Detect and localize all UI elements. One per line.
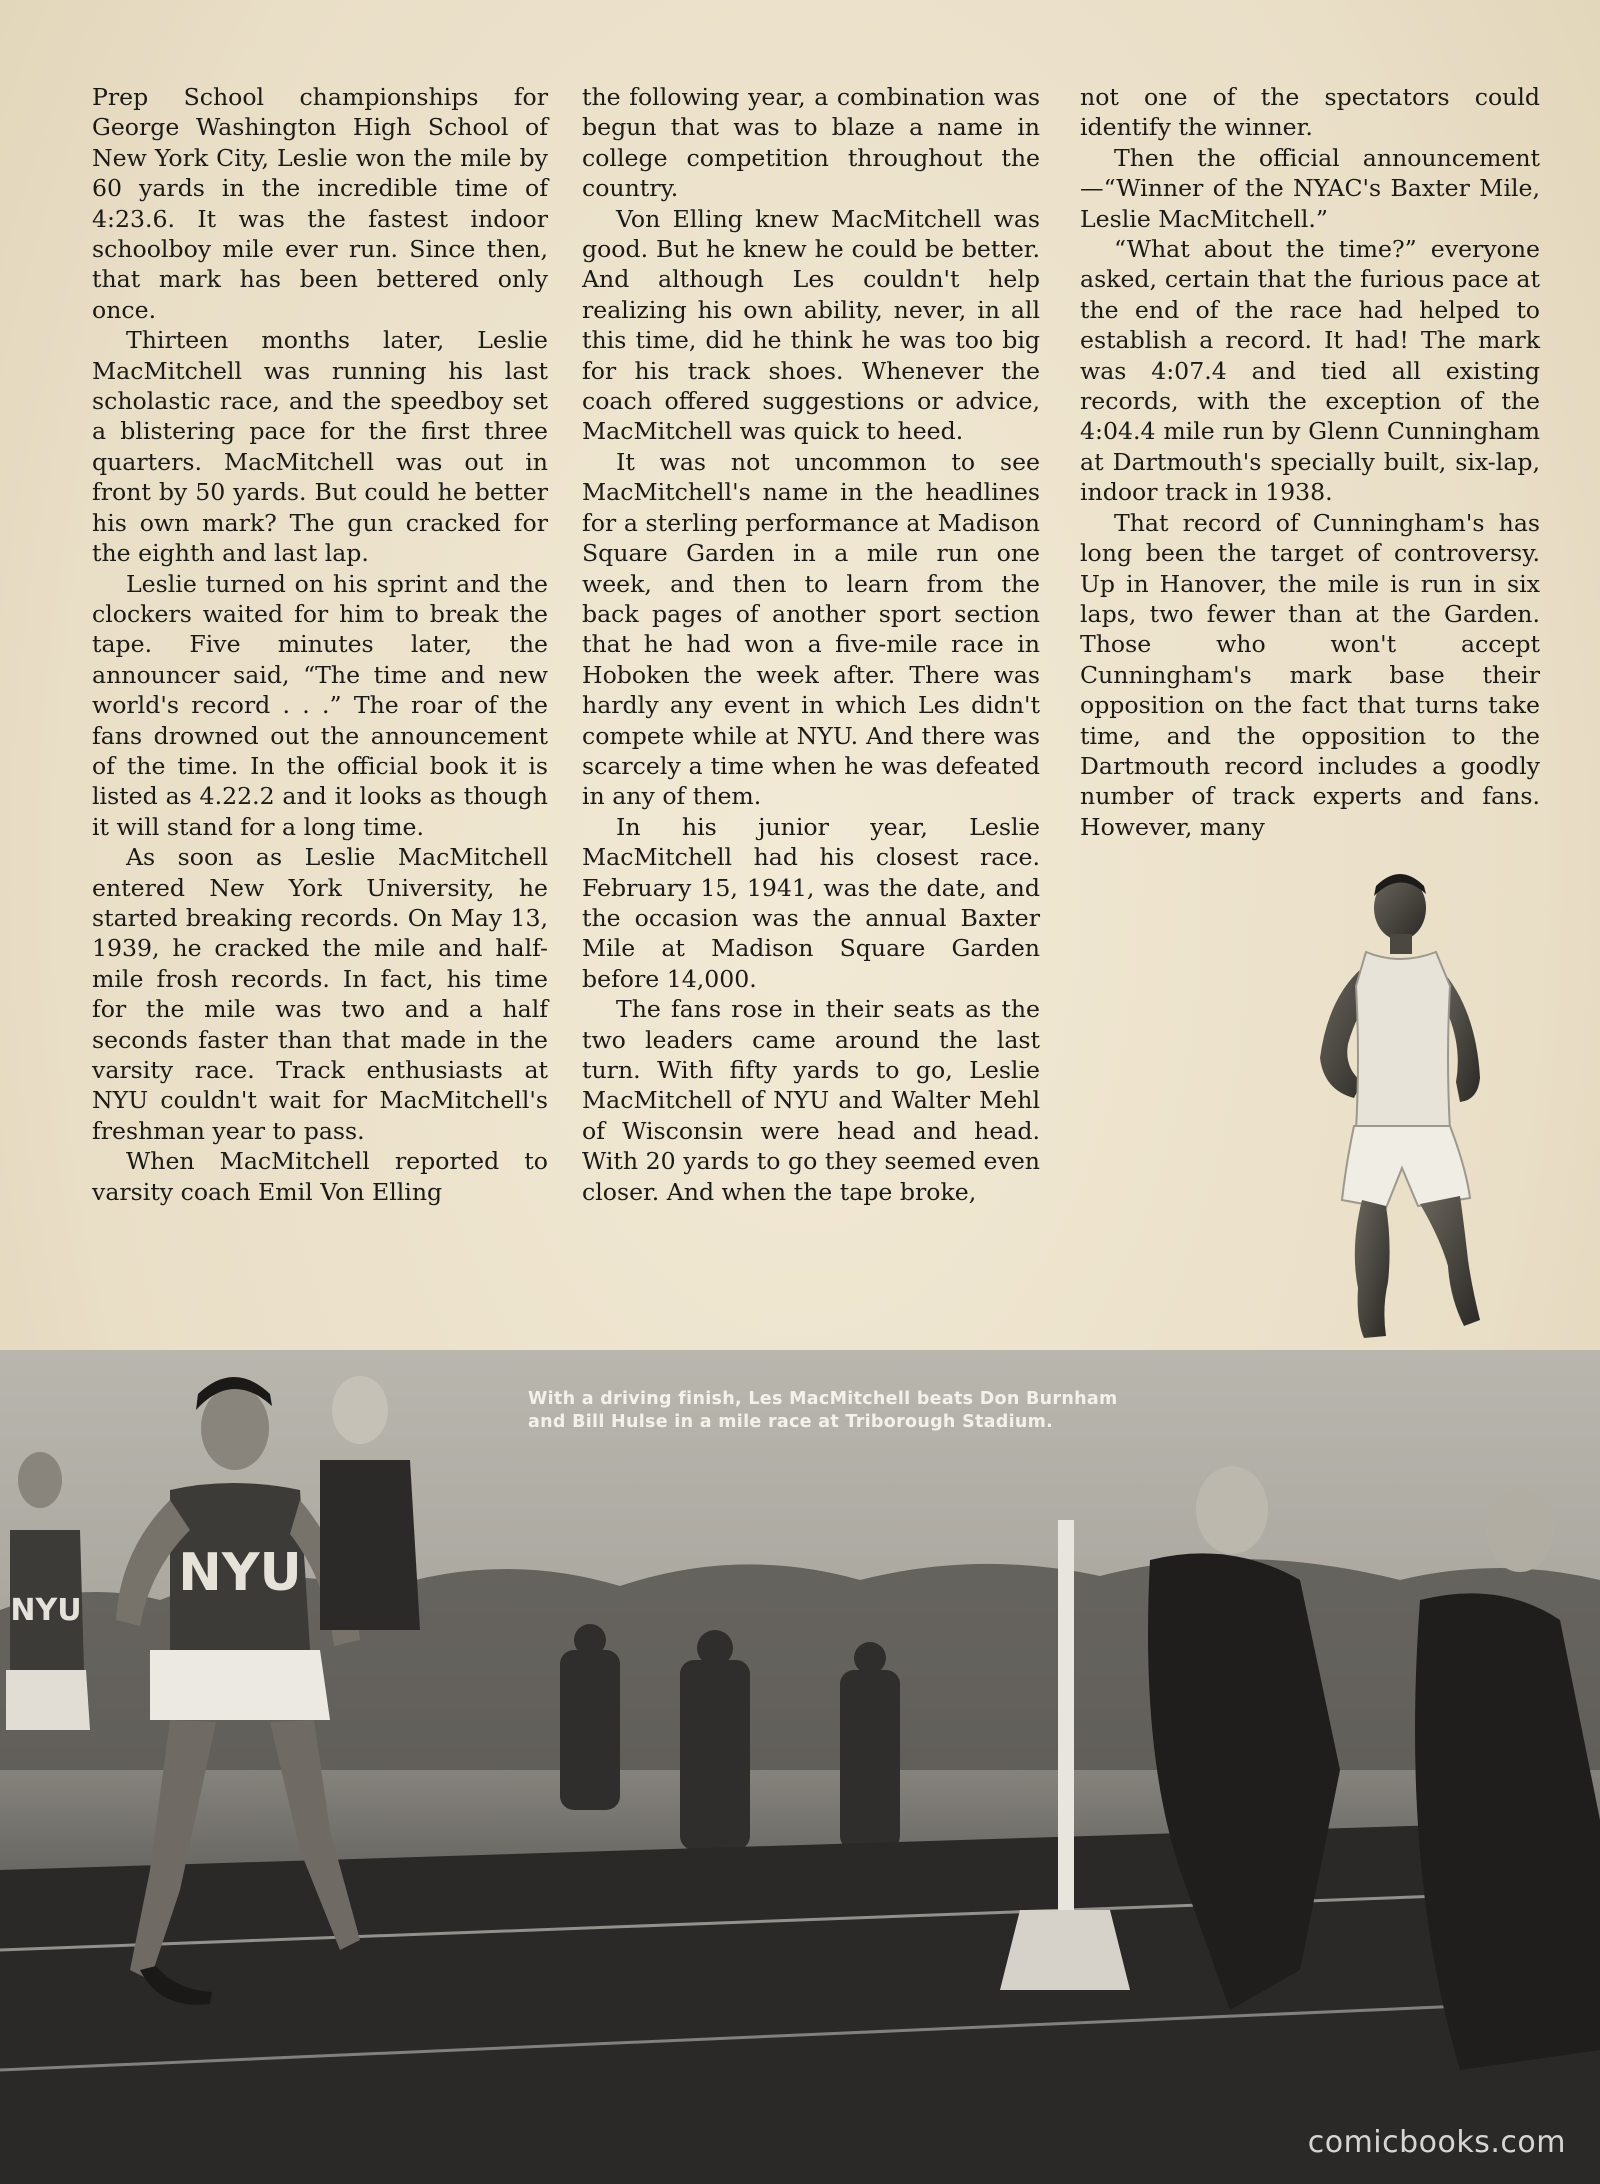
paragraph: Then the official announcement—“Winner of the NYAC's Baxter Mile, Leslie MacMitchell.” [1080, 143, 1540, 233]
paragraph: Prep School championships for George Washington High School of New York City, Leslie won the mile by 60 yards in the incredible time of 4:23.6. It was the fastest indoor schoolboy mile ever run. Since then, that mark has been bettered only once. [92, 83, 548, 324]
shirt-lettering: NYU [10, 1593, 82, 1628]
paragraph: As soon as Leslie MacMitchell entered New York University, he started breaking records. On May 13, 1939, he cracked the mile and half-mile frosh records. In fact, his time for the mile was two and a half seconds faster than that made in the varsity race. Track enthusiasts at NYU couldn't wait for MacMitchell's freshman year to pass. [92, 843, 548, 1145]
paragraph: Thirteen months later, Leslie MacMitchell was running his last scholastic race, and the speedboy set a blistering pace for the first three quarters. MacMitchell was out in front by 50 yards. But could he better his own mark? The gun cracked for the eighth and last lap. [92, 326, 548, 568]
paragraph: Leslie turned on his sprint and the clockers waited for him to break the tape. Five minutes later, the announcer said, “The time and new world's record . . .” The roar of the fans drowned out the announcement of the time. In the official book it is listed as 4.22.2 and it looks as though it will stand for a long time. [92, 569, 548, 841]
watermark: comicbooks.com [1307, 2125, 1566, 2160]
paragraph: When MacMitchell reported to varsity coach Emil Von Elling [92, 1147, 548, 1206]
article-column-1 [92, 82, 548, 1207]
caption-line: With a driving finish, Les MacMitchell beats Don Burnham [528, 1389, 1118, 1409]
race-photo [0, 1350, 1600, 2184]
shirt-lettering: NYU [178, 1543, 302, 1603]
paragraph: the following year, a combination was begun that was to blaze a name in college competition throughout the country. [582, 83, 1040, 203]
paragraph: not one of the spectators could identify the winner. [1080, 83, 1540, 142]
race-scene [0, 1350, 1600, 2184]
paragraph: In his junior year, Leslie MacMitchell had his closest race. February 15, 1941, was the date, and the occasion was the annual Baxter Mile at Madison Square Garden before 14,000. [582, 812, 1040, 993]
paragraph: It was not uncommon to see MacMitchell's name in the headlines for a sterling performance at Madison Square Garden in a mile run one week, and then to learn from the back pages of another sport section that he had won a five-mile race in Hoboken the week after. There was hardly any event in which Les didn't compete while at NYU. And there was scarcely a time when he was defeated in any of them. [582, 447, 1040, 811]
paragraph: That record of Cunningham's has long been the target of controversy. Up in Hanover, the mile is run in six laps, two fewer than at the Garden. Those who won't accept Cunningham's mark base their opposition on the fact that turns take time, and the opposition to the Dartmouth record includes a goodly number of track experts and fans. However, many [1080, 508, 1540, 841]
paragraph: Von Elling knew MacMitchell was good. But he knew he could be better. And although Les couldn't help realizing his own ability, never, in all this time, did he think he was too big for his track shoes. Whenever the coach offered suggestions or advice, MacMitchell was quick to heed. [582, 204, 1040, 446]
photo-caption [528, 1388, 1168, 1434]
paragraph: The fans rose in their seats as the two leaders came around the last turn. With fifty yards to go, Leslie MacMitchell of NYU and Walter Mehl of Wisconsin were head and head. With 20 yards to go they seemed even closer. And when the tape broke, [582, 995, 1040, 1206]
paragraph: “What about the time?” everyone asked, certain that the furious pace at the end of the race had helped to establish a record. It had! The mark was 4:07.4 and tied all existing records, with the exception of the 4:04.4 mile run by Glenn Cunningham at Dartmouth's specially built, six-lap, indoor track in 1938. [1080, 235, 1540, 507]
runner-photo [1300, 868, 1500, 1348]
article-column-2 [582, 82, 1040, 1207]
caption-line: and Bill Hulse in a mile race at Triborough Stadium. [528, 1412, 1054, 1432]
article-column-3 [1080, 82, 1540, 842]
